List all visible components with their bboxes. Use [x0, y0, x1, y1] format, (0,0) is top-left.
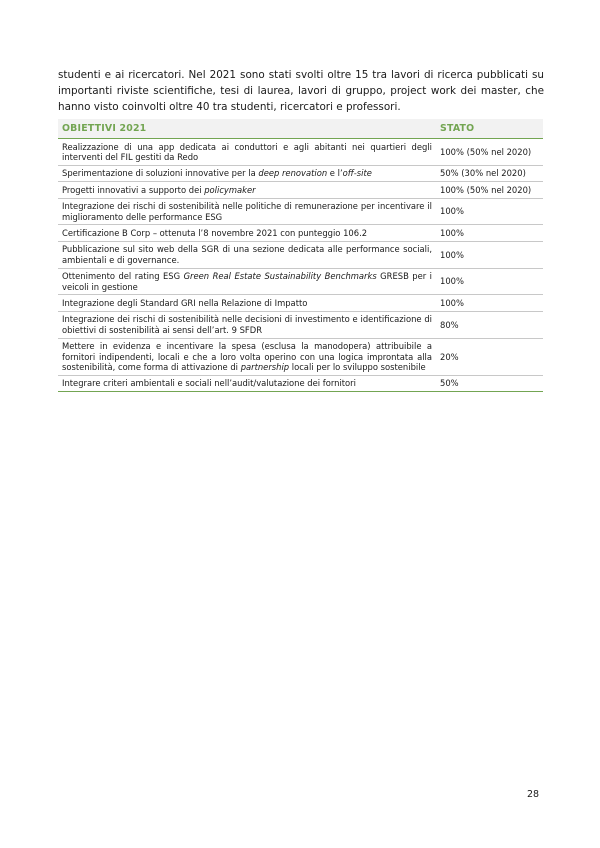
status-cell: 100% (50% nel 2020) [436, 139, 543, 166]
table-header-row [58, 119, 543, 139]
objective-cell: Certificazione B Corp – ottenuta l’8 novembre 2021 con punteggio 106.2 [58, 225, 436, 241]
table-row [58, 139, 543, 166]
objectives-table [58, 119, 543, 392]
table-row [58, 165, 543, 181]
status-cell: 100% [436, 198, 543, 225]
table-row [58, 225, 543, 241]
objective-cell: Integrazione degli Standard GRI nella Relazione di Impatto [58, 295, 436, 311]
table-row [58, 375, 543, 391]
status-cell: 100% [436, 241, 543, 268]
status-cell: 80% [436, 311, 543, 338]
status-cell: 50% [436, 375, 543, 391]
table-row [58, 198, 543, 225]
table-row [58, 268, 543, 295]
table-row [58, 311, 543, 338]
page-number: 28 [527, 789, 540, 800]
table-row [58, 182, 543, 198]
header-objectives: OBIETTIVI 2021 [58, 119, 436, 139]
objective-cell: Integrazione dei rischi di sostenibilità nelle decisioni di investimento e identificazione di obiettivi di sostenibilità ai sensi dell’art. 9 SFDR [58, 311, 436, 338]
status-cell: 100% (50% nel 2020) [436, 182, 543, 198]
status-cell: 100% [436, 268, 543, 295]
intro-paragraph: studenti e ai ricercatori. Nel 2021 sono stati svolti oltre 15 tra lavori di ricerca pubblicati su importanti riviste scientifiche, tesi di laurea, lavori di gruppo, project work dei master, che hanno visto coinvolti oltre 40 tra studenti, ricercatori e professori. [58, 69, 544, 114]
header-status: STATO [436, 119, 543, 139]
status-cell: 20% [436, 338, 543, 375]
table-row [58, 241, 543, 268]
table-row [58, 338, 543, 375]
table-row [58, 295, 543, 311]
objective-cell: Realizzazione di una app dedicata ai conduttori e agli abitanti nei quartieri degli interventi del FIL gestiti da Redo [58, 139, 436, 166]
objective-cell: Ottenimento del rating ESG Green Real Estate Sustainability Benchmarks GRESB per i veicoli in gestione [58, 268, 436, 295]
status-cell: 100% [436, 225, 543, 241]
objective-cell: Progetti innovativi a supporto dei policymaker [58, 182, 436, 198]
status-cell: 100% [436, 295, 543, 311]
objective-cell: Sperimentazione di soluzioni innovative per la deep renovation e l’off-site [58, 165, 436, 181]
objective-cell: Integrazione dei rischi di sostenibilità nelle politiche di remunerazione per incentivare il miglioramento delle performance ESG [58, 198, 436, 225]
objective-cell: Integrare criteri ambientali e sociali nell’audit/valutazione dei fornitori [58, 375, 436, 391]
objective-cell: Pubblicazione sul sito web della SGR di una sezione dedicata alle performance sociali, ambientali e di governance. [58, 241, 436, 268]
status-cell: 50% (30% nel 2020) [436, 165, 543, 181]
objective-cell: Mettere in evidenza e incentivare la spesa (esclusa la manodopera) attribuibile a fornitori indipendenti, locali e che a loro volta operino con una logica improntata alla sostenibilità, come forma di attivazione di partnership locali per lo sviluppo sostenibile [58, 338, 436, 375]
